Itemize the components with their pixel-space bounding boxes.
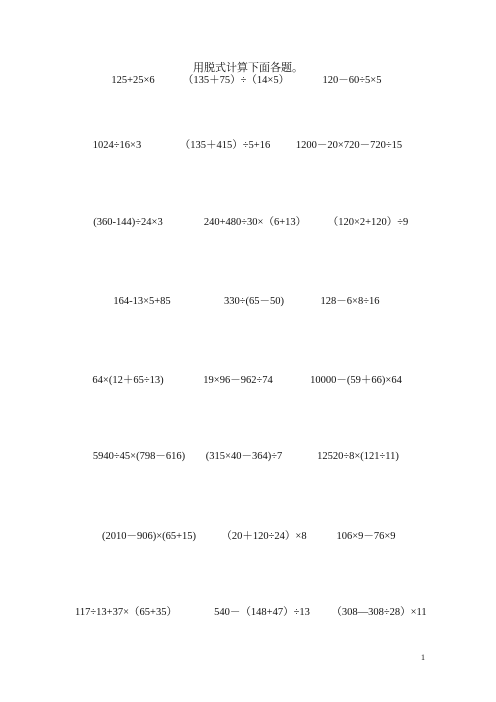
problem-row-5	[0, 374, 496, 388]
problem-8-1: 117÷13+37×（65+35）	[75, 607, 177, 618]
problem-3-1: (360-144)÷24×3	[93, 217, 163, 228]
page-title: 用脱式计算下面各题。	[193, 62, 303, 74]
problem-row-2	[0, 139, 496, 153]
problem-3-2: 240+480÷30×（6+13）	[203, 217, 307, 228]
problem-row-4	[0, 295, 496, 309]
problem-5-2: 19×96－962÷74	[203, 375, 273, 386]
problem-7-3: 106×9－76×9	[336, 531, 396, 542]
problem-1-2: （135＋75）÷（14×5）	[182, 75, 290, 86]
problem-3-3: （120×2+120）÷9	[327, 217, 409, 228]
page-number: 1	[421, 653, 425, 662]
problem-4-3: 128－6×8÷16	[320, 296, 380, 307]
problem-7-2: （20＋120÷24）×8	[221, 531, 307, 542]
problem-row-7	[0, 530, 496, 544]
problem-2-2: （135＋415）÷5+16	[179, 140, 271, 151]
problem-2-3: 1200－20×720－720÷15	[295, 140, 403, 151]
problem-row-3	[0, 216, 496, 230]
problem-6-3: 12520÷8×(121÷11)	[317, 451, 399, 462]
problem-2-1: 1024÷16×3	[92, 140, 142, 151]
problem-8-3: （308—308÷28）×11	[331, 607, 427, 618]
problem-row-8	[0, 606, 496, 620]
problem-4-2: 330÷(65－50)	[223, 296, 285, 307]
problem-1-3: 120－60÷5×5	[322, 75, 382, 86]
problem-row-6	[0, 450, 496, 464]
problem-8-2: 540－（148+47）÷13	[214, 607, 310, 618]
problem-5-3: 10000－(59＋66)×64	[310, 375, 402, 386]
problem-4-1: 164-13×5+85	[113, 296, 171, 307]
problem-7-1: (2010－906)×(65+15)	[101, 531, 197, 542]
problem-1-1: 125+25×6	[111, 75, 155, 86]
problem-6-1: 5940÷45×(798－616)	[92, 451, 186, 462]
problem-6-2: (315×40－364)÷7	[205, 451, 283, 462]
problem-row-1	[0, 74, 496, 88]
problem-5-1: 64×(12＋65÷13)	[92, 375, 164, 386]
